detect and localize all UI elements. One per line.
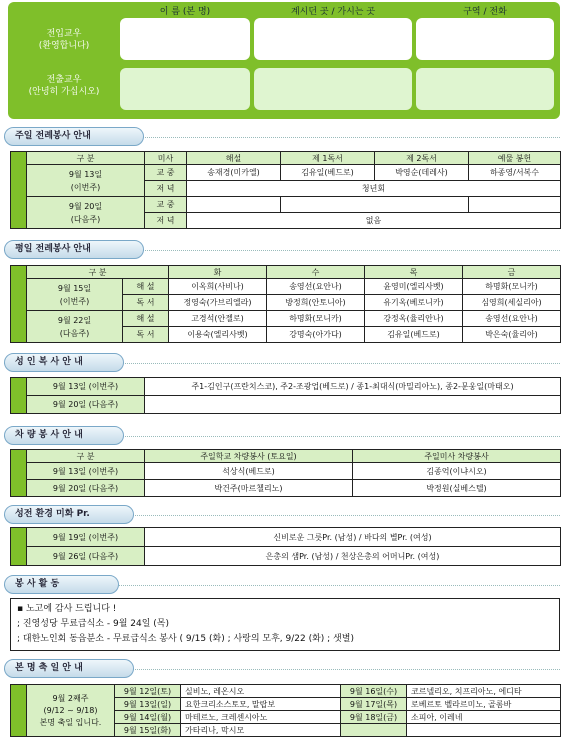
registration-box	[8, 2, 560, 119]
header-cell: 예물 봉헌	[469, 152, 561, 165]
header-cell: 주일미사 차량봉사	[353, 450, 561, 463]
vehicle-table	[10, 449, 561, 497]
table-cell	[469, 197, 561, 213]
mass-cell: 저 녁	[145, 181, 187, 197]
activity-line: ; 진영성당 무료급식소 - 9월 24일 (목)	[17, 619, 169, 629]
week-date: 9월 22일	[57, 315, 92, 325]
section-title: 주일 전례봉사 안내	[4, 127, 144, 146]
table-cell: 송재경(미카엘)	[187, 165, 281, 181]
feast-date	[341, 724, 407, 737]
week-cell	[27, 165, 145, 197]
move-in-district-field[interactable]	[416, 18, 554, 60]
table-cell: 이옥희(사비나)	[169, 279, 267, 295]
section-title: 본 명 축 일 안 내	[4, 659, 134, 678]
adult-table	[10, 377, 561, 414]
table-cell	[187, 197, 281, 213]
district-header: 구역 / 전화	[463, 7, 507, 17]
mass-cell: 교 중	[145, 165, 187, 181]
section-title: 봉 사 활 동	[4, 575, 119, 594]
env-table	[10, 527, 561, 566]
role-cell: 독 서	[123, 295, 169, 311]
feast-week-cell	[27, 685, 115, 737]
week-note: (다음주)	[70, 214, 101, 224]
side-bar	[11, 685, 27, 737]
table-cell: 윤영미(엘리사벳)	[365, 279, 463, 295]
role-cell: 해 설	[123, 279, 169, 295]
role-cell: 해 설	[123, 311, 169, 327]
side-bar	[11, 152, 27, 229]
table-cell: 김종억(이냐시오)	[353, 463, 561, 480]
feast-date: 9월 12일(토)	[115, 685, 181, 698]
table-cell: 하종영/서복수	[469, 165, 561, 181]
table-cell	[281, 197, 469, 213]
move-out-place-field[interactable]	[254, 68, 412, 110]
table-cell: 유기옥(베로니카)	[365, 295, 463, 311]
table-cell: 하명화(모니카)	[267, 311, 365, 327]
header-cell: 구 분	[27, 266, 169, 279]
table-cell: 고경석(안젤로)	[169, 311, 267, 327]
feast-week-line: 9월 2째주	[52, 693, 89, 703]
week-cell: 9월 20일 (다음주)	[27, 480, 145, 497]
week-note: (다음주)	[59, 328, 90, 338]
feast-week-line: 본명 축일 입니다.	[39, 717, 102, 727]
section-title: 차 량 봉 사 안 내	[4, 426, 124, 445]
feast-table	[10, 684, 561, 737]
table-cell: 박은숙(율리아)	[463, 327, 561, 343]
move-out-district-field[interactable]	[416, 68, 554, 110]
move-out-title: 전출교우	[46, 75, 82, 85]
table-cell: 주1-김인구(프란치스코), 주2-조광업(베드로) / 종1-최대식(마밀리아노), 종2-문웅일(마태오)	[145, 378, 561, 396]
table-cell: 하명화(모니카)	[463, 279, 561, 295]
header-cell: 해설	[187, 152, 281, 165]
move-in-title: 전입교우	[46, 29, 82, 39]
side-bar	[11, 528, 27, 566]
move-in-name-field[interactable]	[120, 18, 250, 60]
mass-cell: 교 중	[145, 197, 187, 213]
week-cell: 9월 19일 (이번주)	[27, 528, 145, 547]
table-cell: 김유일(베드로)	[365, 327, 463, 343]
table-cell: 정영숙(가브리엘라)	[169, 295, 267, 311]
header-cell: 화	[169, 266, 267, 279]
table-cell: 심영희(세실리아)	[463, 295, 561, 311]
name-header: 이 름 (본 명)	[159, 7, 211, 17]
header-cell: 금	[463, 266, 561, 279]
side-bar	[11, 266, 27, 343]
table-cell	[145, 396, 561, 414]
move-out-sub: (안녕히 가십시오)	[28, 87, 100, 97]
table-cell: 김유일(베드로)	[281, 165, 375, 181]
move-in-label	[14, 28, 114, 52]
move-out-name-field[interactable]	[120, 68, 250, 110]
feast-names: 마테르노, 크레센시아노	[181, 711, 341, 724]
feast-names: 요한크리소스토모, 말랍보	[181, 698, 341, 711]
table-cell: 석상식(베드로)	[145, 463, 353, 480]
week-cell: 9월 26일 (다음주)	[27, 547, 145, 566]
header-cell: 구 분	[27, 450, 145, 463]
week-cell: 9월 20일 (다음주)	[27, 396, 145, 414]
header-cell: 제 2독서	[375, 152, 469, 165]
table-cell: 이용숙(엘리사벳)	[169, 327, 267, 343]
feast-names: 코르넬리오, 치프리아노, 에디타	[407, 685, 561, 698]
side-bar	[11, 450, 27, 497]
week-cell: 9월 13일 (이번주)	[27, 378, 145, 396]
feast-date: 9월 14일(월)	[115, 711, 181, 724]
header-cell: 목	[365, 266, 463, 279]
feast-names: 로베르토 벨라르미노, 골롬바	[407, 698, 561, 711]
table-cell: 은총의 샘Pr. (남성) / 천상은총의 어머니Pr. (여성)	[145, 547, 561, 566]
activity-box	[10, 598, 560, 651]
week-date: 9월 15일	[57, 283, 92, 293]
mass-cell: 저 녁	[145, 213, 187, 229]
table-cell: 방정희(안토니아)	[267, 295, 365, 311]
move-in-place-field[interactable]	[254, 18, 412, 60]
table-cell: 박영순(데레사)	[375, 165, 469, 181]
feast-date: 9월 16일(수)	[341, 685, 407, 698]
move-out-label	[14, 74, 114, 98]
header-cell: 주일학교 차량봉사 (토요일)	[145, 450, 353, 463]
feast-names: 가타리나, 막시모	[181, 724, 341, 737]
feast-week-line: (9/12 ~ 9/18)	[43, 705, 98, 715]
week-cell	[27, 279, 123, 311]
week-note: (이번주)	[59, 296, 90, 306]
week-date: 9월 20일	[68, 201, 103, 211]
feast-date: 9월 15일(화)	[115, 724, 181, 737]
feast-names	[407, 724, 561, 737]
sunday-table	[10, 151, 561, 229]
feast-names: 소피아, 이레네	[407, 711, 561, 724]
header-cell: 구 분	[27, 152, 145, 165]
table-cell: 없음	[187, 213, 561, 229]
section-title: 성 인 복 사 안 내	[4, 353, 124, 372]
week-note: (이번주)	[70, 182, 101, 192]
feast-names: 실비노, 레온시오	[181, 685, 341, 698]
activity-line: ▪ 노고에 감사 드립니다 !	[17, 604, 117, 614]
section-title: 평일 전례봉사 안내	[4, 240, 144, 259]
table-cell: 신비로운 그릇Pr. (남성) / 바다의 별Pr. (여성)	[145, 528, 561, 547]
table-cell: 강정옥(율리안나)	[365, 311, 463, 327]
week-cell: 9월 13일 (이번주)	[27, 463, 145, 480]
week-cell	[27, 311, 123, 343]
side-bar	[11, 378, 27, 414]
section-title: 성전 환경 미화 Pr.	[4, 505, 134, 524]
move-in-sub: (환영합니다)	[38, 41, 90, 51]
feast-date: 9월 13일(일)	[115, 698, 181, 711]
table-cell: 청년회	[187, 181, 561, 197]
week-date: 9월 13일	[68, 169, 103, 179]
week-cell	[27, 197, 145, 229]
role-cell: 독 서	[123, 327, 169, 343]
table-cell: 박건주(마르첼리노)	[145, 480, 353, 497]
table-cell: 박정원(실베스텔)	[353, 480, 561, 497]
feast-date: 9월 18일(금)	[341, 711, 407, 724]
place-header: 계시던 곳 / 가시는 곳	[290, 7, 376, 17]
feast-date: 9월 17일(목)	[341, 698, 407, 711]
header-cell: 수	[267, 266, 365, 279]
table-cell: 송영선(요안나)	[267, 279, 365, 295]
activity-line: ; 대한노인회 동읍분소 - 무료급식소 봉사 ( 9/15 (화) ; 사랑의 모후, 9/22 (화) ; 샛별)	[17, 634, 354, 644]
header-cell: 제 1독서	[281, 152, 375, 165]
header-cell: 미사	[145, 152, 187, 165]
weekday-table	[10, 265, 561, 343]
table-cell: 송영선(요안나)	[463, 311, 561, 327]
table-cell: 강명숙(아가다)	[267, 327, 365, 343]
